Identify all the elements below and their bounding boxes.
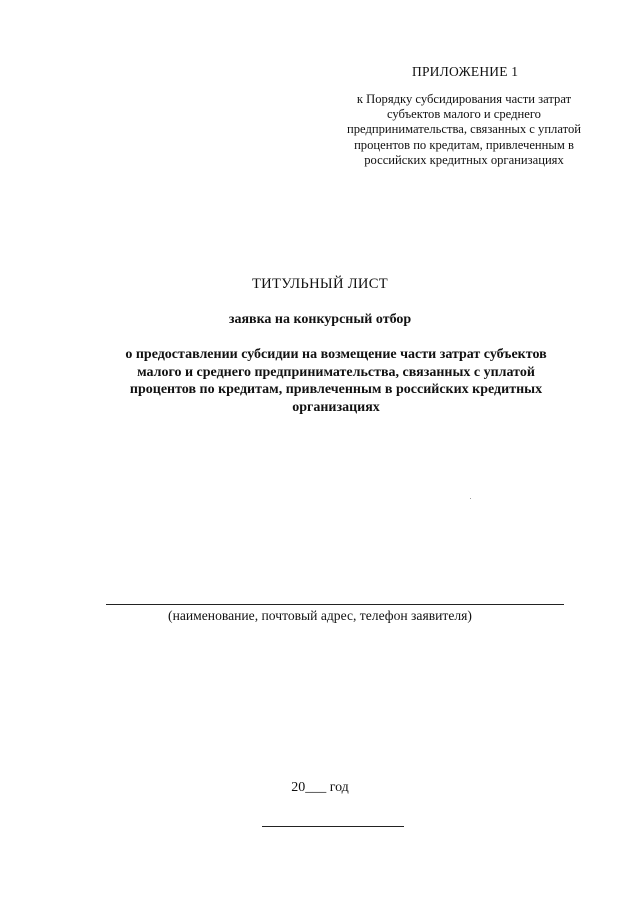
purpose-line: малого и среднего предпринимательства, связанных с уплатой	[137, 364, 535, 380]
purpose-line: процентов по кредитам, привлеченным в российских кредитных	[129, 382, 543, 398]
appendix-title: ПРИЛОЖЕНИЕ 1	[412, 64, 519, 79]
appendix-reference	[336, 92, 592, 168]
applicant-caption: (наименование, почтовый адрес, телефон заявителя)	[168, 608, 472, 623]
scan-speck	[470, 498, 471, 499]
appendix-reference-line: предпринимательства, связанных с уплатой	[347, 122, 581, 137]
applicant-fill-line	[106, 604, 564, 605]
document-purpose	[96, 346, 576, 416]
appendix-reference-line: субъектов малого и среднего	[387, 107, 541, 122]
appendix-reference-line: российских кредитных организациях	[364, 152, 564, 167]
document-subtitle: заявка на конкурсный отбор	[228, 312, 412, 327]
purpose-line: о предоставлении субсидии на возмещение части затрат субъектов	[125, 347, 547, 362]
purpose-line: организациях	[292, 399, 380, 415]
year-field: 20___ год	[291, 780, 349, 795]
appendix-reference-line: процентов по кредитам, привлеченным в	[354, 137, 574, 152]
signature-line	[262, 826, 404, 827]
document-title: ТИТУЛЬНЫЙ ЛИСТ	[251, 276, 389, 292]
appendix-reference-line: к Порядку субсидирования части затрат	[356, 92, 572, 106]
